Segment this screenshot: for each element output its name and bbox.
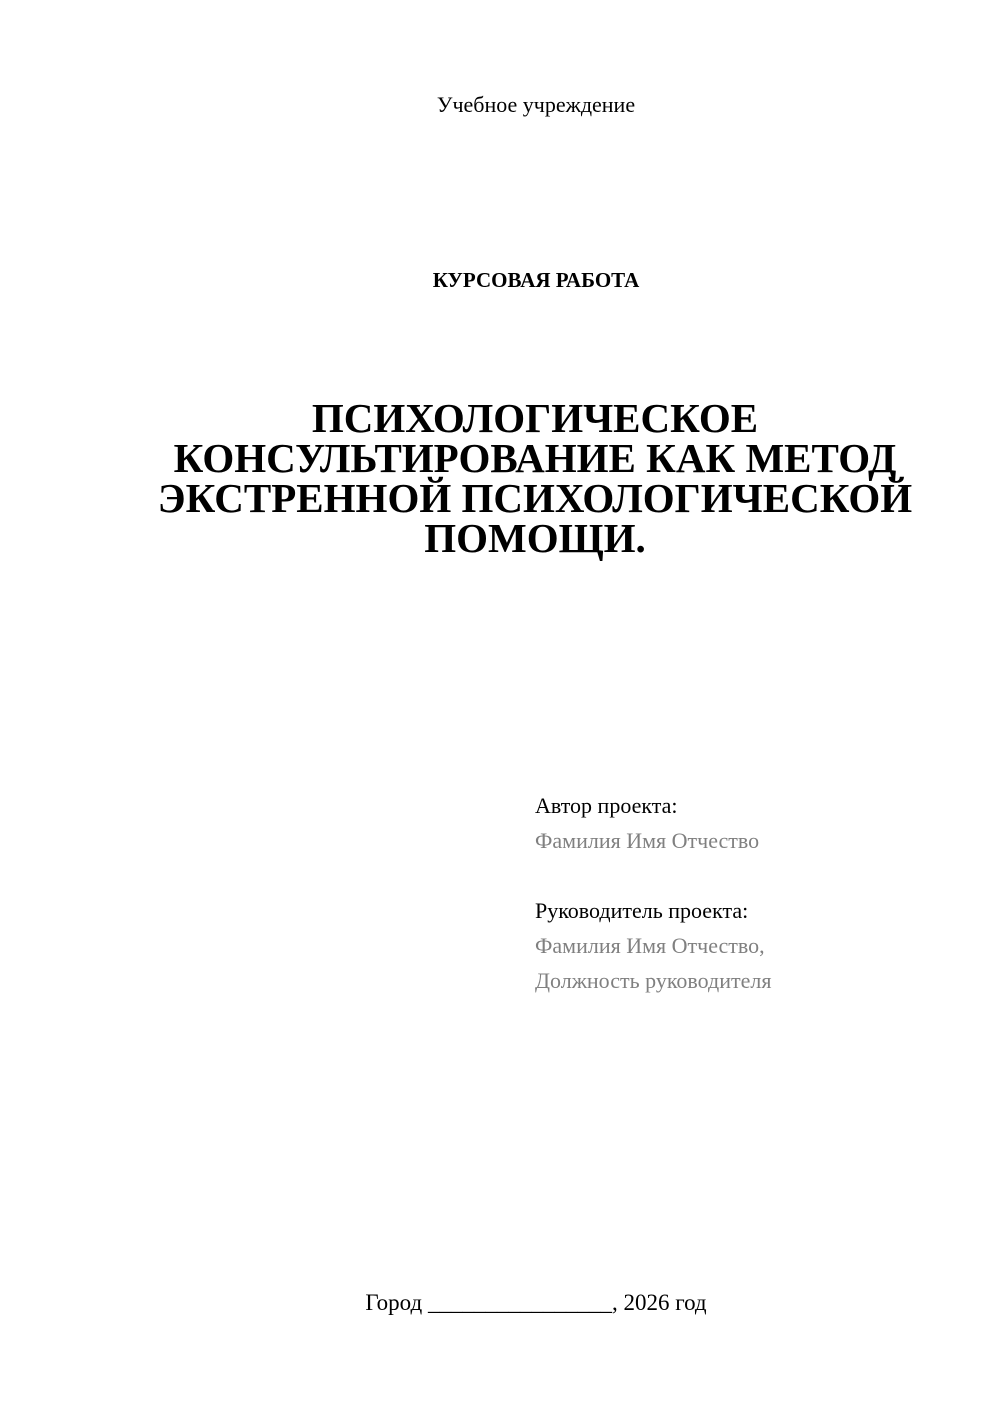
institution-name: Учебное учреждение [436,92,636,117]
supervisor-position: Должность руководителя [535,968,772,993]
title-line: ЭКСТРЕННОЙ ПСИХОЛОГИЧЕСКОЙ [157,475,913,521]
author-block [535,788,759,858]
title-line: ПОМОЩИ. [424,515,646,561]
supervisor-block [535,893,771,998]
title-line: ПСИХОЛОГИЧЕСКОЕ [311,395,759,441]
title-line: КОНСУЛЬТИРОВАНИЕ КАК МЕТОД [173,435,897,481]
document-type: КУРСОВАЯ РАБОТА [432,268,640,292]
author-name: Фамилия Имя Отчество [535,828,760,853]
document-title [150,395,920,561]
supervisor-name: Фамилия Имя Отчество, [535,933,765,958]
author-label: Автор проекта: [535,793,678,818]
supervisor-label: Руководитель проекта: [535,898,749,923]
city-year-line: Город ________________, 2026 год [365,1290,707,1315]
